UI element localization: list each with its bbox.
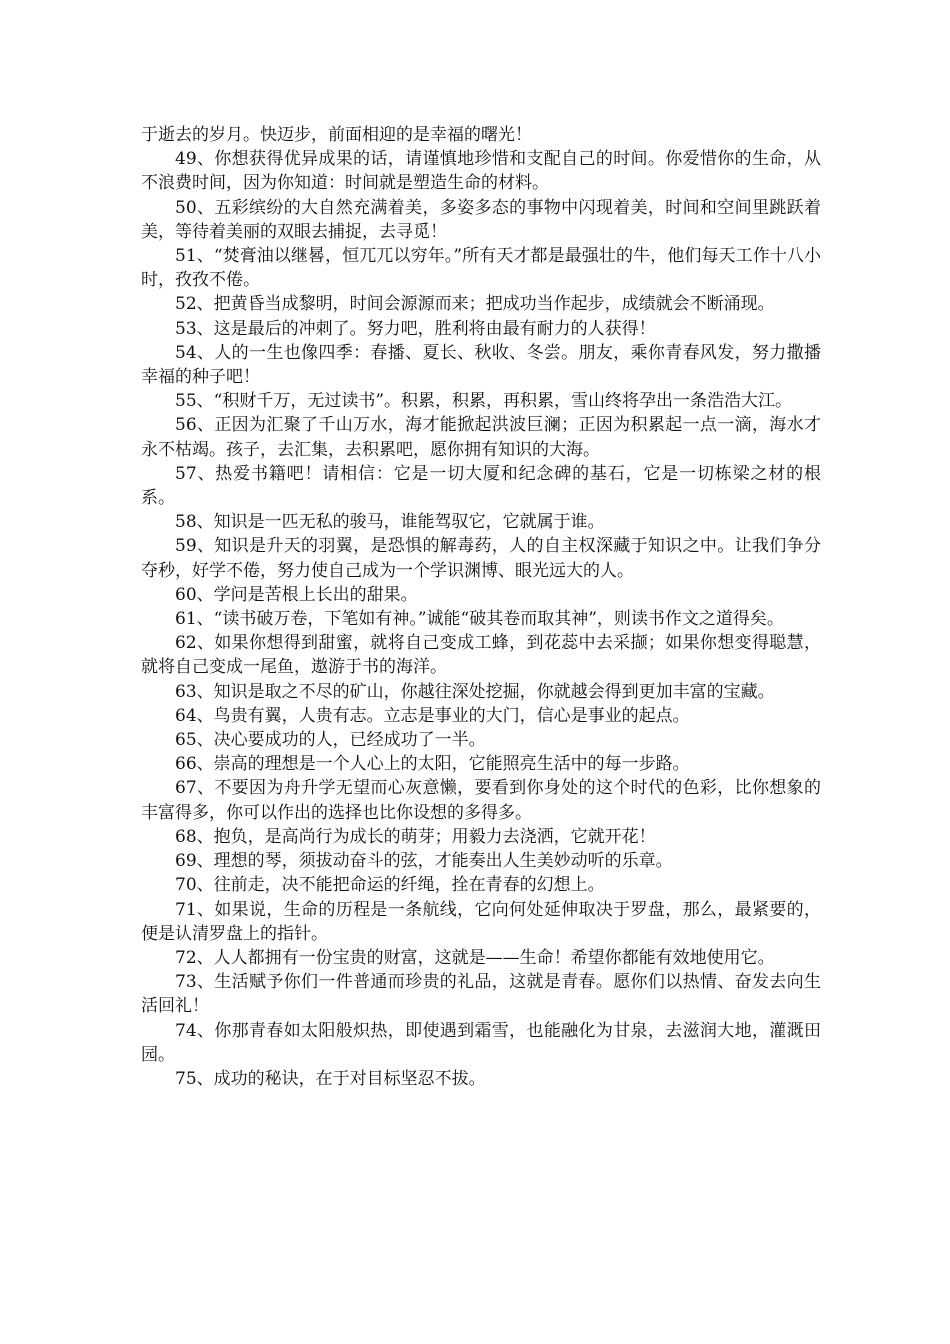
- paragraph-72: 72、人人都拥有一份宝贵的财富，这就是——生命！希望你都能有效地使用它。: [175, 947, 775, 968]
- paragraph-73: 73、生活赋予你们一件普通而珍贵的礼品，这就是青春。愿你们以热情、奋发去向生活回礼！: [141, 972, 821, 1017]
- paragraph-58: 58、知识是一匹无私的骏马，谁能驾驭它，它就属于谁。: [175, 512, 605, 533]
- document-body: [141, 123, 821, 1091]
- paragraph-65: 65、决心要成功的人，已经成功了一半。: [175, 730, 486, 751]
- paragraph-53: 53、这是最后的冲刺了。努力吧，胜利将由最有耐力的人获得！: [175, 318, 656, 339]
- paragraph-68: 68、抱负，是高尚行为成长的萌芽；用毅力去浇洒，它就开花！: [175, 826, 656, 847]
- paragraph-75: 75、成功的秘诀，在于对目标坚忍不拔。: [175, 1068, 486, 1089]
- paragraph-67: 67、不要因为舟升学无望而心灰意懒，要看到你身处的这个时代的色彩，比你想象的丰富得多，你可以作出的选择也比你设想的多得多。: [141, 778, 821, 823]
- paragraph-66: 66、崇高的理想是一个人心上的太阳，它能照亮生活中的每一步路。: [175, 754, 690, 775]
- paragraph-74: 74、你那青春如太阳般炽热，即使遇到霜雪，也能融化为甘泉，去滋润大地，灌溉田园。: [141, 1020, 821, 1065]
- paragraph-63: 63、知识是取之不尽的矿山，你越往深处挖掘，你就越会得到更加丰富的宝藏。: [175, 681, 775, 702]
- paragraph-64: 64、鸟贵有翼，人贵有志。立志是事业的大门，信心是事业的起点。: [175, 705, 690, 726]
- paragraph-52: 52、把黄昏当成黎明，时间会源源而来；把成功当作起步，成绩就会不断涌现。: [175, 294, 775, 315]
- paragraph-50: 50、五彩缤纷的大自然充满着美，多姿多态的事物中闪现着美，时间和空间里跳跃着美，等待着美丽的双眼去捕捉，去寻觅！: [141, 197, 821, 242]
- paragraph-54: 54、人的一生也像四季：春播、夏长、秋收、冬尝。朋友，乘你青春风发，努力撒播幸福的种子吧！: [141, 342, 821, 388]
- paragraph-57: 57、热爱书籍吧！请相信：它是一切大厦和纪念碑的基石，它是一切栋梁之材的根系。: [141, 463, 821, 509]
- continuation-paragraph: 于逝去的岁月。快迈步，前面相迎的是幸福的曙光！: [141, 125, 532, 145]
- paragraph-56: 56、正因为汇聚了千山万水，海才能掀起洪波巨澜；正因为积累起一点一滴，海水才永不枯竭。孩子，去汇集，去积累吧，愿你拥有知识的大海。: [141, 415, 821, 460]
- paragraph-49: 49、你想获得优异成果的话，请谨慎地珍惜和支配自己的时间。你爱惜你的生命，从不浪费时间，因为你知道：时间就是塑造生命的材料。: [141, 149, 821, 194]
- paragraph-71: 71、如果说，生命的历程是一条航线，它向何处延伸取决于罗盘，那么，最紧要的，便是认清罗盘上的指针。: [141, 899, 821, 944]
- paragraph-51: 51、“焚膏油以继晷，恒兀兀以穷年。”所有天才都是最强壮的牛，他们每天工作十八小时，孜孜不倦。: [141, 246, 821, 291]
- paragraph-55: 55、“积财千万，无过读书”。积累，积累，再积累，雪山终将孕出一条浩浩大江。: [175, 391, 793, 412]
- paragraph-70: 70、往前走，决不能把命运的纤绳，拴在青春的幻想上。: [175, 875, 605, 896]
- paragraph-62: 62、如果你想得到甜蜜，就将自己变成工蜂，到花蕊中去采撷；如果你想变得聪慧，就将自己变成一尾鱼，遨游于书的海洋。: [141, 633, 821, 678]
- paragraph-60: 60、学问是苦根上长出的甜果。: [175, 584, 418, 605]
- paragraph-61: 61、“读书破万卷，下笔如有神。”诚能“破其卷而取其神”，则读书作文之道得矣。: [175, 609, 784, 630]
- paragraph-69: 69、理想的琴，须拔动奋斗的弦，才能奏出人生美妙动听的乐章。: [175, 851, 673, 872]
- paragraph-59: 59、知识是升天的羽翼，是恐惧的解毒药，人的自主权深藏于知识之中。让我们争分夺秒，好学不倦，努力使自己成为一个学识渊博、眼光远大的人。: [141, 536, 821, 581]
